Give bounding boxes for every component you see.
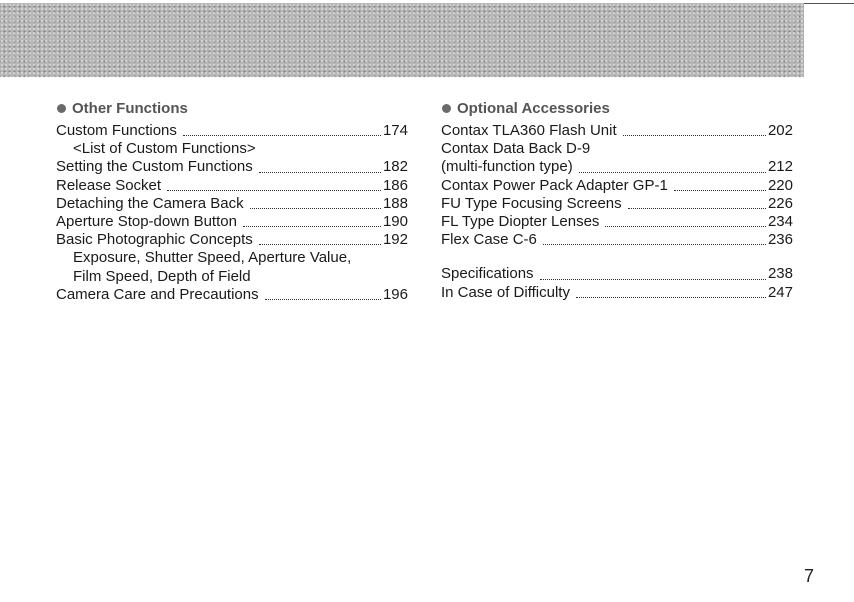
toc-entry-label: (multi-function type) [441,158,573,176]
toc-entry[interactable] [56,286,408,304]
toc-entry-page: 192 [382,231,408,249]
dot-leader [243,226,381,227]
toc-entry[interactable] [56,231,408,249]
toc-entry[interactable] [441,158,793,176]
toc-entry[interactable] [56,213,408,231]
toc-entry-label: Contax Power Pack Adapter GP-1 [441,176,668,194]
dot-leader [259,244,381,245]
section-heading-text: Other Functions [72,99,188,117]
toc-entry-page: 174 [382,122,408,139]
toc-entry-label: Aperture Stop-down Button [56,212,237,230]
section-other-functions [56,98,408,304]
toc-entry-label: Contax Data Back D-9 [441,140,591,158]
dot-leader [259,172,381,173]
toc-entry-label: Camera Care and Precautions [56,285,259,303]
toc-entry[interactable] [441,195,793,213]
toc-entry-page: 238 [767,265,793,283]
dot-leader [605,226,766,227]
toc-subentry [56,268,408,286]
toc-entry-label: Flex Case C-6 [441,231,537,249]
toc-entry[interactable] [441,213,793,231]
section-heading [56,98,408,118]
toc-entry[interactable] [441,140,793,158]
toc-entry[interactable] [56,158,408,176]
toc-entry-page: 196 [382,285,408,303]
toc-entry-page: 236 [767,231,793,249]
dot-leader [628,208,766,209]
bullet-icon [442,104,451,113]
toc-entry-label: In Case of Difficulty [441,283,570,301]
toc-entry-page: 247 [767,283,793,301]
dot-leader [265,299,381,300]
toc-entry[interactable] [441,231,793,249]
toc-entry[interactable] [56,122,408,140]
toc-entry[interactable] [441,122,793,140]
toc-entry-page: 234 [767,212,793,230]
toc-entry[interactable] [441,265,793,283]
toc-entry-page: 220 [767,176,793,194]
toc-entry-label: FU Type Focusing Screens [441,194,622,212]
dot-leader [543,244,766,245]
toc-subentry [56,249,408,267]
header-rule [804,3,854,4]
toc-entry-page: 190 [382,212,408,230]
toc-entry-label: Custom Functions [56,122,177,139]
toc-entry-label: Setting the Custom Functions [56,158,253,176]
dot-leader [674,190,766,191]
dot-leader [623,135,766,136]
toc-entry-label: <List of Custom Functions> [73,140,256,158]
toc-entry-page: 186 [382,176,408,194]
page-number: 7 [804,566,815,586]
toc-entry-label: Film Speed, Depth of Field [73,267,251,285]
toc-entry-page: 202 [767,122,793,139]
dot-leader [579,172,766,173]
section-heading [441,98,793,118]
toc-entry-label: Specifications [441,265,534,283]
toc-subentry[interactable] [56,140,408,158]
toc-entry[interactable] [56,177,408,195]
toc-entry[interactable] [56,195,408,213]
section-heading-text: Optional Accessories [457,99,610,117]
spacer [441,249,793,265]
toc-entry-label: Release Socket [56,176,162,194]
toc-entry-page: 226 [767,194,793,212]
dot-leader [540,279,766,280]
dot-leader [576,297,766,298]
dot-leader [250,208,381,209]
dot-leader [167,190,381,191]
toc-entry-label: Exposure, Shutter Speed, Aperture Value, [73,249,352,267]
header-band [0,3,804,77]
toc-entry-label: FL Type Diopter Lenses [441,212,600,230]
toc-entry-label: Detaching the Camera Back [56,194,244,212]
toc-entry-label: Basic Photographic Concepts [56,231,253,249]
toc-entry-page: 212 [767,158,793,176]
toc-entry-page: 182 [382,158,408,176]
bullet-icon [57,104,66,113]
section-optional-accessories [441,98,793,302]
toc-entry-page: 188 [382,194,408,212]
toc-entry-label: Contax TLA360 Flash Unit [441,122,617,139]
toc-entry[interactable] [441,177,793,195]
toc-entry[interactable] [441,284,793,302]
dot-leader [183,135,381,136]
